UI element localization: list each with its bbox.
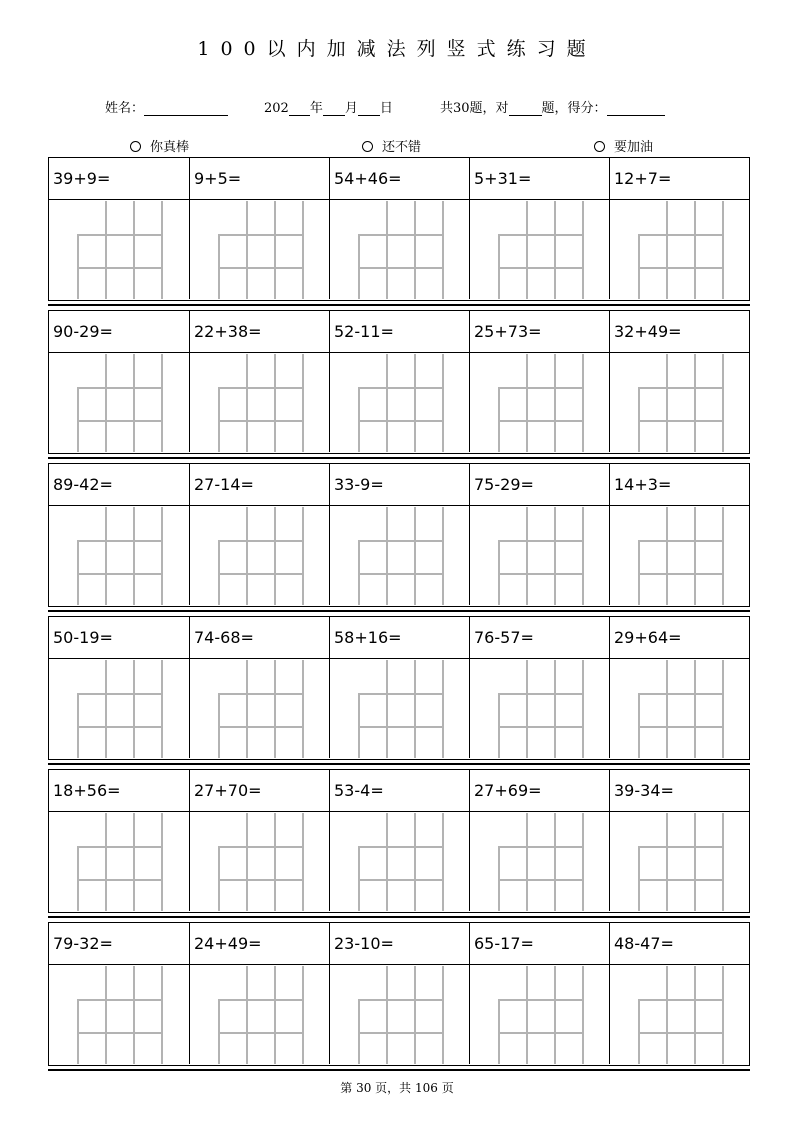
- problem-cell: [609, 923, 749, 1064]
- grid-line: [666, 507, 668, 605]
- vertical-calc-grid[interactable]: [190, 354, 330, 452]
- grid-line: [133, 507, 135, 605]
- grid-line: [386, 354, 388, 452]
- grid-line: [694, 507, 696, 605]
- vertical-calc-grid[interactable]: [610, 354, 750, 452]
- grid-line: [694, 201, 696, 299]
- vertical-calc-grid[interactable]: [49, 201, 189, 299]
- problem-expression: 5+31=: [470, 158, 609, 200]
- row-separator: [48, 763, 750, 765]
- month-label: 月: [344, 101, 358, 116]
- grid-line: [274, 813, 276, 911]
- year-prefix: 202: [264, 101, 289, 116]
- grid-line: [638, 1032, 723, 1034]
- score-field[interactable]: [440, 97, 665, 116]
- problem-cell: [329, 770, 469, 911]
- grid-line: [133, 813, 135, 911]
- grid-line: [638, 540, 723, 542]
- grid-line: [246, 201, 248, 299]
- grid-line: [77, 879, 162, 881]
- grid-line: [526, 507, 528, 605]
- rating-label: 要加油: [614, 140, 654, 155]
- vertical-calc-grid[interactable]: [49, 813, 189, 911]
- grid-line: [498, 999, 583, 1001]
- grid-line: [358, 420, 443, 422]
- grid-line: [302, 507, 304, 605]
- grid-line: [722, 354, 724, 452]
- grid-line: [694, 354, 696, 452]
- rating-label: 你真棒: [150, 140, 190, 155]
- vertical-calc-grid[interactable]: [330, 966, 470, 1064]
- grid-line: [302, 201, 304, 299]
- grid-line: [358, 234, 443, 236]
- problem-expression: 14+3=: [610, 464, 749, 506]
- grid-line: [358, 879, 443, 881]
- problem-cell: [329, 923, 469, 1064]
- problem-expression: 27+69=: [470, 770, 609, 812]
- grid-line: [666, 354, 668, 452]
- grid-line: [218, 267, 303, 269]
- grid-line: [526, 813, 528, 911]
- grid-line: [722, 813, 724, 911]
- grid-line: [358, 1032, 443, 1034]
- grid-line: [666, 966, 668, 1064]
- problem-sheet: [48, 157, 750, 1077]
- problem-cell: [49, 158, 189, 299]
- problem-expression: 27+70=: [190, 770, 329, 812]
- grid-line: [358, 267, 443, 269]
- problem-cell: [469, 311, 609, 452]
- grid-line: [414, 354, 416, 452]
- grid-line: [582, 660, 584, 758]
- problem-cell: [469, 158, 609, 299]
- grid-line: [666, 660, 668, 758]
- problem-row: [48, 922, 750, 1066]
- grid-line: [526, 201, 528, 299]
- year-blank[interactable]: [289, 101, 310, 116]
- problem-cell: [469, 464, 609, 605]
- grid-line: [358, 540, 443, 542]
- grid-line: [498, 573, 583, 575]
- page-footer: 第 30 页，共 106 页: [340, 1081, 454, 1095]
- vertical-calc-grid[interactable]: [610, 660, 750, 758]
- grid-line: [246, 966, 248, 1064]
- grid-line: [105, 966, 107, 1064]
- grid-line: [274, 201, 276, 299]
- problem-expression: 32+49=: [610, 311, 749, 353]
- grid-line: [442, 966, 444, 1064]
- grid-line: [554, 966, 556, 1064]
- rating-options: [0, 136, 794, 156]
- vertical-calc-grid[interactable]: [610, 507, 750, 605]
- row-separator: [48, 457, 750, 459]
- problem-cell: [189, 464, 329, 605]
- grid-line: [414, 966, 416, 1064]
- problem-cell: [469, 770, 609, 911]
- rating-label: 还不错: [382, 140, 422, 155]
- name-label: 姓名：: [105, 101, 145, 116]
- grid-line: [133, 966, 135, 1064]
- grid-line: [302, 660, 304, 758]
- grid-line: [105, 813, 107, 911]
- grid-line: [526, 660, 528, 758]
- row-separator: [48, 304, 750, 306]
- grid-line: [77, 573, 162, 575]
- vertical-calc-grid[interactable]: [190, 660, 330, 758]
- grid-line: [638, 420, 723, 422]
- problem-expression: 23-10=: [330, 923, 469, 965]
- problem-cell: [469, 617, 609, 758]
- problem-expression: 39+9=: [49, 158, 189, 200]
- problem-expression: 90-29=: [49, 311, 189, 353]
- rating-good[interactable]: [362, 136, 421, 155]
- grid-line: [498, 879, 583, 881]
- grid-line: [274, 660, 276, 758]
- vertical-calc-grid[interactable]: [470, 660, 610, 758]
- grid-line: [105, 201, 107, 299]
- grid-line: [694, 660, 696, 758]
- grid-line: [274, 354, 276, 452]
- grid-line: [638, 573, 723, 575]
- problem-expression: 33-9=: [330, 464, 469, 506]
- grid-line: [358, 726, 443, 728]
- vertical-calc-grid[interactable]: [610, 966, 750, 1064]
- grid-line: [414, 507, 416, 605]
- problem-expression: 75-29=: [470, 464, 609, 506]
- vertical-calc-grid[interactable]: [49, 507, 189, 605]
- grid-line: [161, 507, 163, 605]
- grid-line: [358, 387, 443, 389]
- grid-line: [218, 387, 303, 389]
- grid-line: [414, 660, 416, 758]
- grid-line: [554, 813, 556, 911]
- grid-line: [442, 201, 444, 299]
- problem-expression: 39-34=: [610, 770, 749, 812]
- problem-cell: [609, 770, 749, 911]
- problem-cell: [189, 923, 329, 1064]
- circle-icon: [130, 141, 141, 152]
- problem-cell: [49, 311, 189, 452]
- grid-line: [638, 879, 723, 881]
- grid-line: [77, 267, 162, 269]
- grid-line: [161, 966, 163, 1064]
- problem-cell: [329, 158, 469, 299]
- grid-line: [638, 267, 723, 269]
- vertical-calc-grid[interactable]: [190, 507, 330, 605]
- problem-cell: [189, 617, 329, 758]
- grid-line: [386, 660, 388, 758]
- name-field[interactable]: [105, 97, 228, 116]
- grid-line: [133, 660, 135, 758]
- grid-line: [638, 234, 723, 236]
- grid-line: [77, 420, 162, 422]
- problem-cell: [189, 311, 329, 452]
- grid-line: [218, 573, 303, 575]
- grid-line: [77, 540, 162, 542]
- row-separator: [48, 916, 750, 918]
- vertical-calc-grid[interactable]: [610, 813, 750, 911]
- grid-line: [358, 573, 443, 575]
- grid-line: [722, 660, 724, 758]
- grid-line: [77, 693, 162, 695]
- grid-line: [246, 354, 248, 452]
- problem-row: [48, 310, 750, 454]
- problem-expression: 24+49=: [190, 923, 329, 965]
- vertical-calc-grid[interactable]: [49, 354, 189, 452]
- grid-line: [105, 507, 107, 605]
- problem-expression: 50-19=: [49, 617, 189, 659]
- grid-line: [218, 999, 303, 1001]
- grid-line: [246, 507, 248, 605]
- grid-line: [246, 660, 248, 758]
- grid-line: [302, 813, 304, 911]
- grid-line: [77, 1032, 162, 1034]
- grid-line: [498, 267, 583, 269]
- grid-line: [442, 507, 444, 605]
- grid-line: [105, 354, 107, 452]
- grid-line: [414, 813, 416, 911]
- grid-line: [105, 660, 107, 758]
- grid-line: [274, 966, 276, 1064]
- problem-cell: [49, 770, 189, 911]
- year-label: 年: [309, 101, 323, 116]
- grid-line: [722, 201, 724, 299]
- vertical-calc-grid[interactable]: [470, 966, 610, 1064]
- name-blank[interactable]: [144, 101, 228, 116]
- grid-line: [133, 354, 135, 452]
- problem-cell: [609, 464, 749, 605]
- problem-row: [48, 769, 750, 913]
- problem-expression: 89-42=: [49, 464, 189, 506]
- vertical-calc-grid[interactable]: [330, 507, 470, 605]
- vertical-calc-grid[interactable]: [610, 201, 750, 299]
- grid-line: [133, 201, 135, 299]
- grid-line: [218, 234, 303, 236]
- grid-line: [77, 726, 162, 728]
- circle-icon: [594, 141, 605, 152]
- vertical-calc-grid[interactable]: [49, 966, 189, 1064]
- grid-line: [638, 693, 723, 695]
- grid-line: [554, 354, 556, 452]
- problem-expression: 76-57=: [470, 617, 609, 659]
- problem-cell: [469, 923, 609, 1064]
- vertical-calc-grid[interactable]: [470, 354, 610, 452]
- vertical-calc-grid[interactable]: [330, 201, 470, 299]
- grid-line: [498, 693, 583, 695]
- grid-line: [554, 507, 556, 605]
- correct-blank[interactable]: [509, 101, 542, 116]
- problem-expression: 58+16=: [330, 617, 469, 659]
- problem-cell: [329, 311, 469, 452]
- correct-suffix: 题，得分：: [541, 101, 607, 116]
- vertical-calc-grid[interactable]: [470, 813, 610, 911]
- grid-line: [77, 234, 162, 236]
- student-info-line: [0, 97, 794, 117]
- problem-row: [48, 157, 750, 301]
- vertical-calc-grid[interactable]: [190, 201, 330, 299]
- grid-line: [442, 813, 444, 911]
- grid-line: [218, 846, 303, 848]
- problem-cell: [329, 464, 469, 605]
- problem-expression: 53-4=: [330, 770, 469, 812]
- grid-line: [582, 507, 584, 605]
- circle-icon: [362, 141, 373, 152]
- grid-line: [554, 660, 556, 758]
- problem-cell: [609, 311, 749, 452]
- problem-expression: 12+7=: [610, 158, 749, 200]
- problem-expression: 54+46=: [330, 158, 469, 200]
- grid-line: [218, 420, 303, 422]
- grid-line: [161, 660, 163, 758]
- problem-cell: [49, 617, 189, 758]
- problem-expression: 74-68=: [190, 617, 329, 659]
- problem-cell: [329, 617, 469, 758]
- day-blank[interactable]: [358, 101, 380, 116]
- grid-line: [638, 726, 723, 728]
- problem-row: [48, 616, 750, 760]
- grid-line: [218, 879, 303, 881]
- rating-try-harder[interactable]: [594, 136, 653, 155]
- total-label: 共30题，对: [440, 101, 509, 116]
- grid-line: [442, 354, 444, 452]
- grid-line: [218, 693, 303, 695]
- grid-line: [582, 966, 584, 1064]
- vertical-calc-grid[interactable]: [49, 660, 189, 758]
- date-field[interactable]: [264, 97, 393, 116]
- problem-expression: 48-47=: [610, 923, 749, 965]
- grid-line: [526, 966, 528, 1064]
- grid-line: [498, 726, 583, 728]
- worksheet-title: 100以内加减法列竖式练习题: [197, 38, 597, 60]
- row-separator: [48, 610, 750, 612]
- problem-expression: 27-14=: [190, 464, 329, 506]
- problem-cell: [49, 464, 189, 605]
- grid-line: [161, 354, 163, 452]
- grid-line: [526, 354, 528, 452]
- grid-line: [414, 201, 416, 299]
- problem-cell: [609, 158, 749, 299]
- rating-great[interactable]: [130, 136, 189, 155]
- grid-line: [554, 201, 556, 299]
- row-separator: [48, 1069, 750, 1071]
- problem-expression: 29+64=: [610, 617, 749, 659]
- problem-expression: 18+56=: [49, 770, 189, 812]
- grid-line: [694, 966, 696, 1064]
- grid-line: [638, 387, 723, 389]
- grid-line: [498, 1032, 583, 1034]
- vertical-calc-grid[interactable]: [330, 660, 470, 758]
- grid-line: [358, 693, 443, 695]
- grid-line: [498, 846, 583, 848]
- day-label: 日: [379, 101, 393, 116]
- grid-line: [77, 387, 162, 389]
- grid-line: [358, 846, 443, 848]
- grid-line: [358, 999, 443, 1001]
- grid-line: [161, 813, 163, 911]
- grid-line: [498, 420, 583, 422]
- grid-line: [246, 813, 248, 911]
- grid-line: [498, 540, 583, 542]
- grid-line: [302, 354, 304, 452]
- vertical-calc-grid[interactable]: [330, 813, 470, 911]
- grid-line: [161, 201, 163, 299]
- vertical-calc-grid[interactable]: [190, 813, 330, 911]
- score-blank[interactable]: [607, 101, 665, 116]
- problem-cell: [189, 158, 329, 299]
- problem-expression: 9+5=: [190, 158, 329, 200]
- grid-line: [218, 1032, 303, 1034]
- problem-row: [48, 463, 750, 607]
- vertical-calc-grid[interactable]: [470, 201, 610, 299]
- grid-line: [386, 813, 388, 911]
- grid-line: [582, 354, 584, 452]
- grid-line: [498, 234, 583, 236]
- vertical-calc-grid[interactable]: [470, 507, 610, 605]
- grid-line: [582, 813, 584, 911]
- grid-line: [386, 507, 388, 605]
- grid-line: [386, 201, 388, 299]
- grid-line: [386, 966, 388, 1064]
- grid-line: [218, 540, 303, 542]
- grid-line: [442, 660, 444, 758]
- grid-line: [498, 387, 583, 389]
- grid-line: [722, 966, 724, 1064]
- problem-cell: [609, 617, 749, 758]
- problem-expression: 79-32=: [49, 923, 189, 965]
- problem-expression: 25+73=: [470, 311, 609, 353]
- grid-line: [582, 201, 584, 299]
- grid-line: [302, 966, 304, 1064]
- month-blank[interactable]: [323, 101, 345, 116]
- grid-line: [77, 999, 162, 1001]
- grid-line: [722, 507, 724, 605]
- grid-line: [638, 999, 723, 1001]
- problem-cell: [49, 923, 189, 1064]
- problem-expression: 52-11=: [330, 311, 469, 353]
- grid-line: [694, 813, 696, 911]
- grid-line: [274, 507, 276, 605]
- grid-line: [218, 726, 303, 728]
- vertical-calc-grid[interactable]: [330, 354, 470, 452]
- grid-line: [638, 846, 723, 848]
- grid-line: [77, 846, 162, 848]
- problem-expression: 65-17=: [470, 923, 609, 965]
- vertical-calc-grid[interactable]: [190, 966, 330, 1064]
- problem-cell: [189, 770, 329, 911]
- problem-expression: 22+38=: [190, 311, 329, 353]
- grid-line: [666, 813, 668, 911]
- grid-line: [666, 201, 668, 299]
